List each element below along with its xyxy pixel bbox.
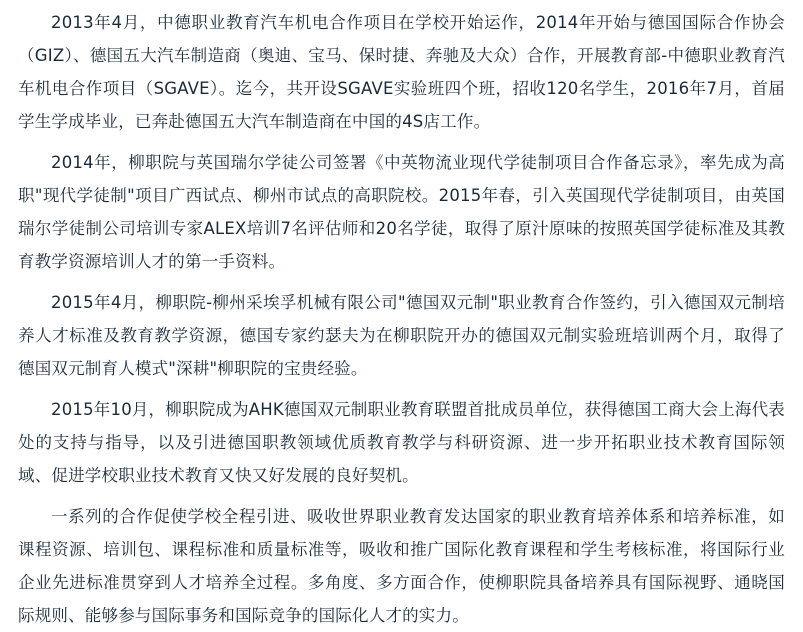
paragraph: 一系列的合作促使学校全程引进、吸收世界职业教育发达国家的职业教育培养体系和培养标准，如课程资源、培训包、课程标准和质量标准等，吸收和推广国际化教育课程和学生考核标准，将国际行业企业先进标准贯穿到人才培养全过程。多角度、多方面合作，使柳职院具备培养具有国际视野、通晓国际规则、能够参与国际事务和国际竞争的国际化人才的实力。 [18,507,785,625]
paragraph: 2015年10月，柳职院成为AHK德国双元制职业教育联盟首批成员单位，获得德国工商大会上海代表处的支持与指导，以及引进德国职教领域优质教育教学与科研资源、进一步开拓职业技术教育国际领域、促进学校职业技术教育又快又好发展的良好契机。 [18,400,785,485]
paragraph: 2013年4月，中德职业教育汽车机电合作项目在学校开始运作，2014年开始与德国国际合作协会（GIZ）、德国五大汽车制造商（奥迪、宝马、保时捷、奔驰及大众）合作，开展教育部-中德职业教育汽车机电合作项目（SGAVE）。迄今，共开设SGAVE实验班四个班，招收120名学生，2016年7月，首届学生学成毕业，已奔赴德国五大汽车制造商在中国的4S店工作。 [18,13,785,131]
document-body [18,6,785,632]
paragraph: 2014年，柳职院与英国瑞尔学徒公司签署《中英物流业现代学徒制项目合作备忘录》，率先成为高职"现代学徒制"项目广西试点、柳州市试点的高职院校。2015年春，引入英国现代学徒制项目，由英国瑞尔学徒制公司培训专家ALEX培训7名评估师和20名学徒，取得了原汁原味的按照英国学徒标准及其教育教学资源培训人才的第一手资料。 [18,153,785,271]
paragraph: 2015年4月，柳职院-柳州采埃孚机械有限公司"德国双元制"职业教育合作签约，引入德国双元制培养人才标准及教育教学资源，德国专家约瑟夫为在柳职院开办的德国双元制实验班培训两个月，取得了德国双元制育人模式"深耕"柳职院的宝贵经验。 [18,293,785,378]
